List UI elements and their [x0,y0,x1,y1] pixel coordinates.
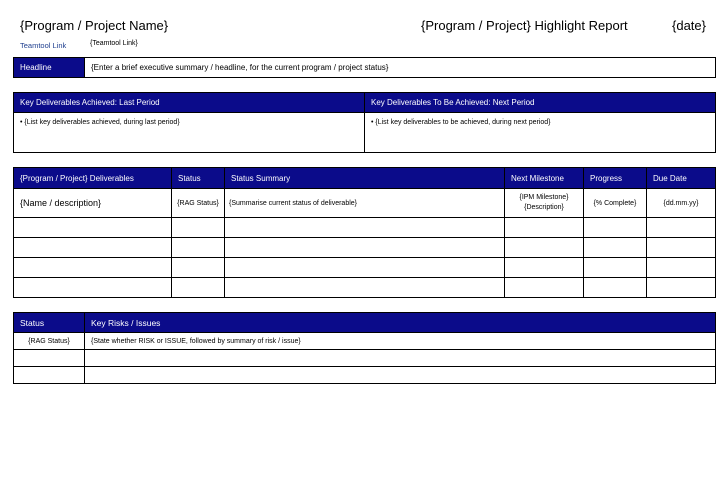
empty-cell[interactable] [647,278,716,298]
teamtool-link-label: Teamtool Link [20,41,67,50]
deliverable-status[interactable]: {RAG Status} [172,189,225,218]
col-status: Status [172,168,225,189]
empty-cell[interactable] [172,258,225,278]
col-progress: Progress [584,168,647,189]
headline-text[interactable]: {Enter a brief executive summary / headline, for the current program / project status} [85,58,716,78]
empty-cell[interactable] [172,218,225,238]
empty-cell[interactable] [505,258,584,278]
table-row [14,350,716,367]
table-row [14,278,716,298]
empty-cell[interactable] [225,218,505,238]
col-next-milestone: Next Milestone [505,168,584,189]
empty-cell[interactable] [172,238,225,258]
deliverable-name[interactable]: {Name / description} [14,189,172,218]
next-period-header: Key Deliverables To Be Achieved: Next Period [365,93,716,113]
empty-cell[interactable] [505,218,584,238]
col-due-date: Due Date [647,168,716,189]
table-row [14,367,716,384]
empty-cell[interactable] [85,367,716,384]
empty-cell[interactable] [14,218,172,238]
project-name: {Program / Project Name} [20,18,169,33]
empty-cell[interactable] [584,218,647,238]
empty-cell[interactable] [172,278,225,298]
empty-cell[interactable] [14,238,172,258]
table-row [14,218,716,238]
key-deliverables-table [13,92,716,153]
empty-cell[interactable] [584,278,647,298]
empty-cell[interactable] [584,238,647,258]
empty-cell[interactable] [505,238,584,258]
empty-cell[interactable] [14,350,85,367]
table-row [14,333,716,350]
next-period-text[interactable]: • {List key deliverables to be achieved, during next period} [365,113,716,153]
deliverable-progress[interactable]: {% Complete} [584,189,647,218]
empty-cell[interactable] [85,350,716,367]
col-deliverables: {Program / Project} Deliverables [14,168,172,189]
teamtool-link[interactable]: {Teamtool Link} [90,40,138,47]
report-title: {Program / Project} Highlight Report [421,18,628,33]
report-date: {date} [672,18,706,33]
empty-cell[interactable] [14,278,172,298]
empty-cell[interactable] [647,258,716,278]
empty-cell[interactable] [647,218,716,238]
deliverables-table [13,167,716,298]
col-status-summary: Status Summary [225,168,505,189]
risks-table [13,312,716,384]
empty-cell[interactable] [225,278,505,298]
deliverable-due-date[interactable]: {dd.mm.yy} [647,189,716,218]
risk-status[interactable]: {RAG Status} [14,333,85,350]
empty-cell[interactable] [647,238,716,258]
empty-cell[interactable] [225,238,505,258]
empty-cell[interactable] [505,278,584,298]
deliverable-summary[interactable]: {Summarise current status of deliverable} [225,189,505,218]
col-risk-status: Status [14,313,85,333]
empty-cell[interactable] [14,367,85,384]
empty-cell[interactable] [14,258,172,278]
table-row [14,238,716,258]
empty-cell[interactable] [225,258,505,278]
last-period-text[interactable]: • {List key deliverables achieved, during last period} [14,113,365,153]
empty-cell[interactable] [584,258,647,278]
deliverable-milestone[interactable]: {IPM Milestone} {Description} [505,189,584,218]
col-key-risks: Key Risks / Issues [85,313,716,333]
risk-text[interactable]: {State whether RISK or ISSUE, followed by summary of risk / issue} [85,333,716,350]
last-period-header: Key Deliverables Achieved: Last Period [14,93,365,113]
table-row [14,189,716,218]
headline-label: Headline [14,58,85,78]
table-row [14,258,716,278]
headline-table [13,57,716,78]
